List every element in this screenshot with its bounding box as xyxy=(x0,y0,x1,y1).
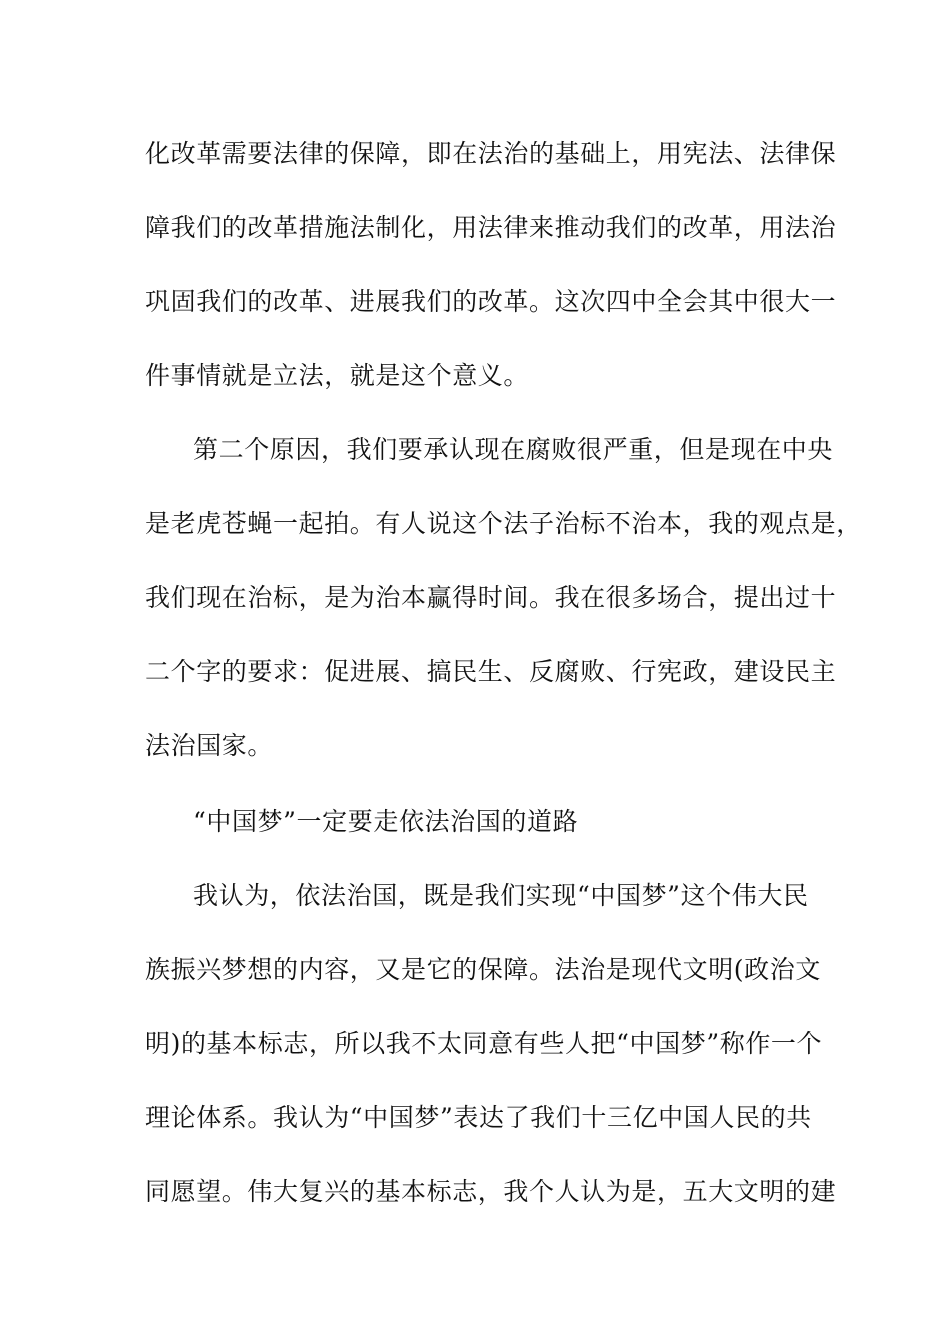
text-line: 巩固我们的改革、进展我们的改革。这次四中全会其中很大一 xyxy=(145,287,837,316)
text-line: 法治国家。 xyxy=(145,731,274,760)
text-line: 族振兴梦想的内容，又是它的保障。法治是现代文明(政治文 xyxy=(145,955,821,984)
text-line: 化改革需要法律的保障，即在法治的基础上，用宪法、法律保 xyxy=(145,139,837,168)
text-line: 是老虎苍蝇一起拍。有人说这个法子治标不治本，我的观点是， xyxy=(145,509,862,538)
text-line: 明)的基本标志，所以我不太同意有些人把“中国梦”称作一个 xyxy=(145,1029,823,1058)
text-line: 二个字的要求：促进展、搞民生、反腐败、行宪政，建设民主 xyxy=(145,657,837,686)
section-heading: “中国梦”一定要走依法治国的道路 xyxy=(193,807,579,836)
text-line: 我认为，依法治国，既是我们实现“中国梦”这个伟大民 xyxy=(193,881,809,910)
text-line: 理论体系。我认为“中国梦”表达了我们十三亿中国人民的共 xyxy=(145,1103,812,1132)
text-line: 我们现在治标，是为治本赢得时间。我在很多场合，提出过十 xyxy=(145,583,837,612)
text-line: 障我们的改革措施法制化，用法律来推动我们的改革，用法治 xyxy=(145,213,837,242)
text-line: 第二个原因，我们要承认现在腐败很严重，但是现在中央 xyxy=(193,435,834,464)
text-line: 件事情就是立法，就是这个意义。 xyxy=(145,361,530,390)
text-line: 同愿望。伟大复兴的基本标志，我个人认为是，五大文明的建 xyxy=(145,1177,837,1206)
